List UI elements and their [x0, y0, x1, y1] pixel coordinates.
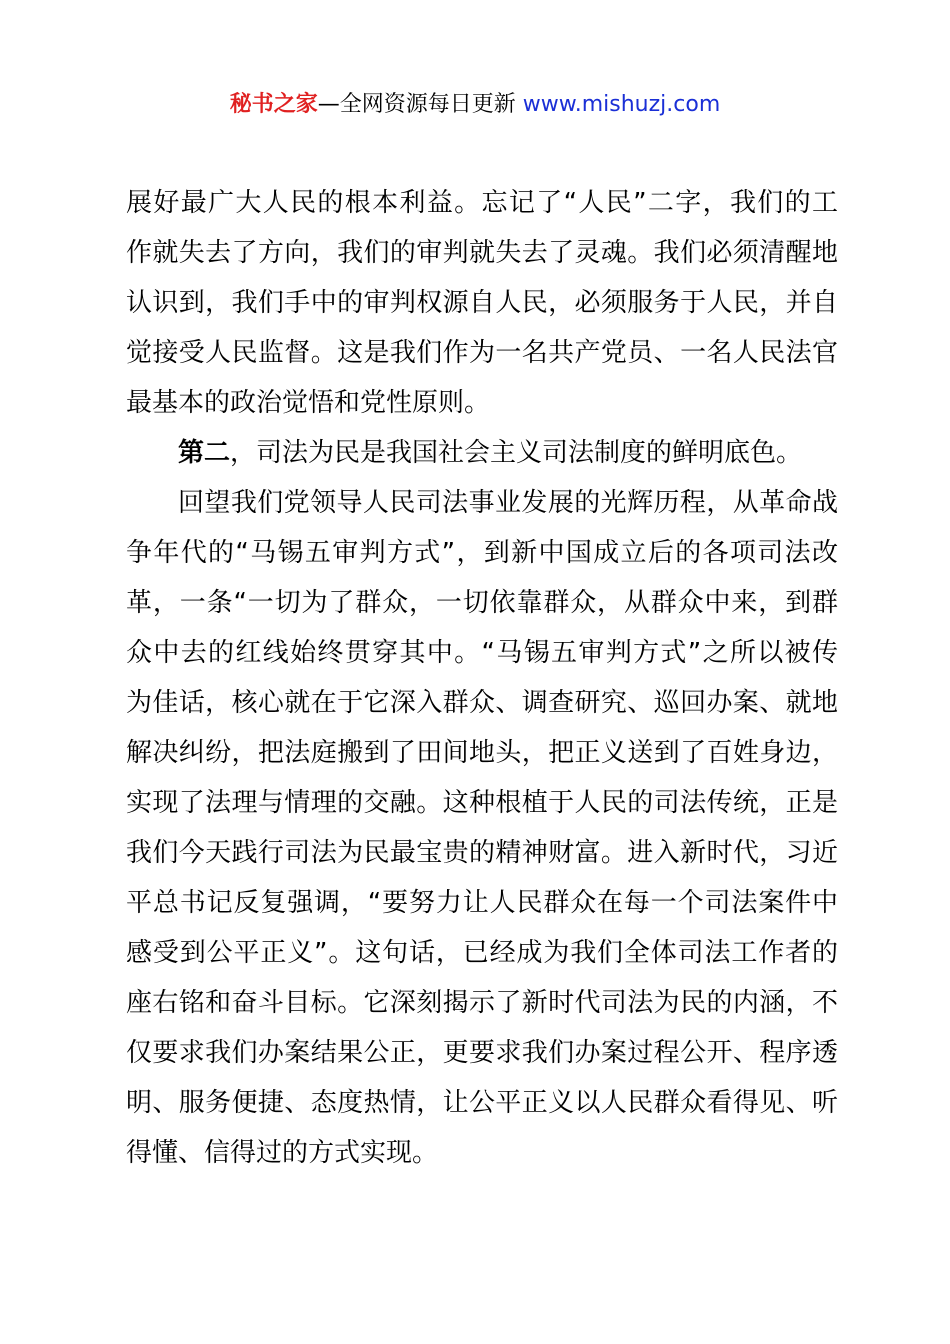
text-line: 平总书记反复强调，“要努力让人民群众在每一个司法案件中: [126, 888, 838, 918]
text-line: 争年代的“马锡五审判方式”，到新中国成立后的各项司法改: [126, 538, 838, 568]
brand-name: 秘书之家: [229, 92, 318, 117]
text-line: 座右铭和奋斗目标。它深刻揭示了新时代司法为民的内涵，不: [126, 988, 838, 1018]
paragraph-1: [126, 178, 838, 428]
header-tagline: —全网资源每日更新: [317, 92, 523, 117]
text-line: 觉接受人民监督。这是我们作为一名共产党员、一名人民法官: [126, 338, 838, 368]
text-line: 为佳话，核心就在于它深入群众、调查研究、巡回办案、就地: [126, 688, 838, 718]
text-line: 展好最广大人民的根本利益。忘记了“人民”二字，我们的工: [126, 188, 838, 218]
text-line: 仅要求我们办案结果公正，更要求我们办案过程公开、程序透: [126, 1038, 838, 1068]
header-url[interactable]: www.mishuzj.com: [522, 92, 721, 117]
page-header: [0, 88, 950, 122]
paragraph-3: [126, 478, 838, 1178]
text-line: 实现了法理与情理的交融。这种根植于人民的司法传统，正是: [126, 788, 838, 818]
text-line: 得懂、信得过的方式实现。: [126, 1138, 439, 1168]
text-line: 回望我们党领导人民司法事业发展的光辉历程，从革命战: [178, 488, 838, 518]
text-line: 认识到，我们手中的审判权源自人民，必须服务于人民，并自: [126, 288, 838, 318]
text-line: 明、服务便捷、态度热情，让公平正义以人民群众看得见、听: [126, 1088, 838, 1118]
text-line: 作就失去了方向，我们的审判就失去了灵魂。我们必须清醒地: [126, 238, 838, 268]
text-line: 革，一条“一切为了群众，一切依靠群众，从群众中来，到群: [126, 588, 838, 618]
text-line: 我们今天践行司法为民最宝贵的精神财富。进入新时代，习近: [126, 838, 838, 868]
paragraph-2-lead: 第二: [178, 438, 231, 468]
document-body: [126, 178, 838, 1178]
paragraph-2-text: ，司法为民是我国社会主义司法制度的鲜明底色。: [230, 438, 803, 468]
paragraph-2: [126, 428, 838, 478]
text-line: 最基本的政治觉悟和党性原则。: [126, 388, 491, 418]
text-line: 感受到公平正义”。这句话，已经成为我们全体司法工作者的: [126, 938, 838, 968]
text-line: 解决纠纷，把法庭搬到了田间地头，把正义送到了百姓身边，: [126, 738, 838, 768]
text-line: 众中去的红线始终贯穿其中。“马锡五审判方式”之所以被传: [126, 638, 838, 668]
